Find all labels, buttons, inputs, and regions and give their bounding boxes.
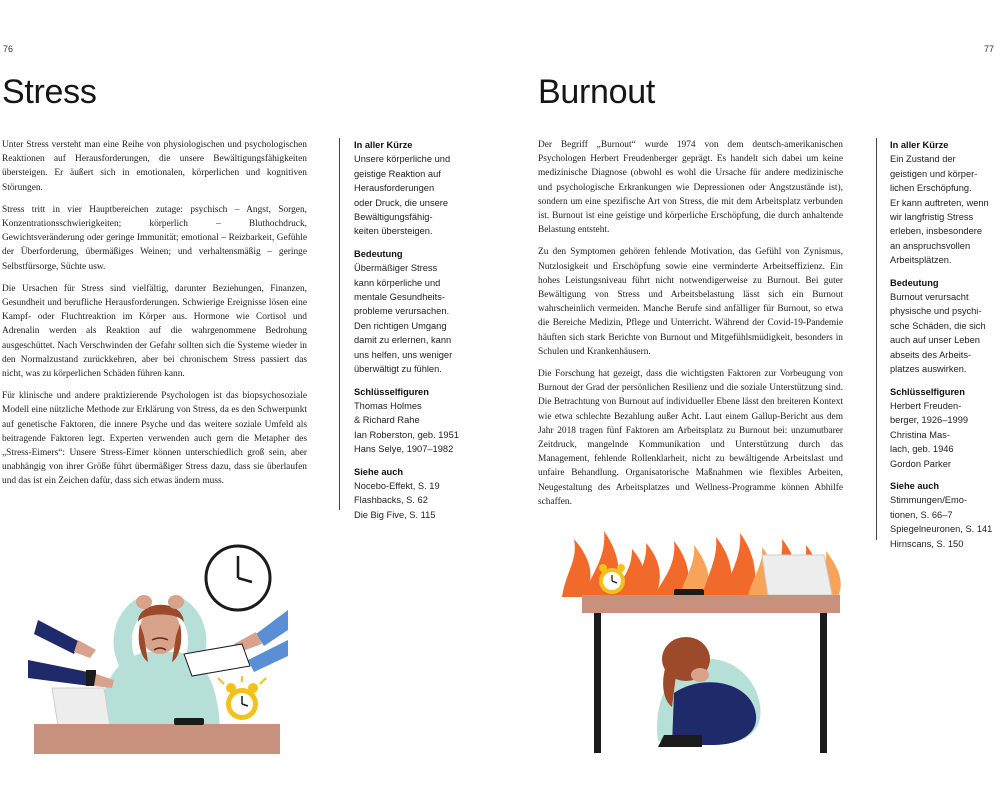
sidebar-line: probleme verursachen. [354,306,450,317]
sidebar-line: kann körperliche und [354,277,441,288]
cross-reference-link[interactable]: Hirnscans, S. 150 [890,538,964,549]
cross-reference-link[interactable]: Stimmungen/Emo- [890,495,967,506]
sidebar-line: Unsere körperliche und [354,154,451,165]
sidebar-line: an anspruchsvollen [890,240,971,251]
sidebar-line: wir langfristig Stress [890,212,974,223]
paragraph: Unter Stress versteht man eine Reihe von physiologischen und psychologischen Reaktionen auf Herausforderungen, die unsere Bewältigungsfähigkeiten übersteigen. Er äußert sich in emotionalen, körperlichen und kognitiven Störungen. [2,140,307,193]
sidebar-block-figuren [354,385,474,457]
sidebar-heading: Bedeutung [354,248,403,259]
burnout-woman-illustration-icon [562,525,852,755]
sidebar-heading: In aller Kürze [890,140,949,150]
sidebar-line: Ian Roberston, geb. 1951 [354,429,459,440]
sidebar-block-siehe [354,465,474,523]
sidebar-burnout [890,138,1000,559]
sidebar-heading: Siehe auch [354,466,404,477]
paragraph: Stress tritt in vier Hauptbereichen zutage: psychisch – Angst, Sorgen, Konzentrationsschwierigkeiten; körperlich – Bluthochdruck, Gewichtsveränderung oder geringe Immunität; emotional – Reizbarkeit, Gefühle der Überforderung, übermäßiges Weinen; und verhaltensmäßig – geringe Selbstfürsorge, Süchte usw. [2,204,307,272]
sidebar-line: Thomas Holmes [354,400,422,411]
sidebar-line: Bewältigungsfähig- [354,212,433,223]
sidebar-heading: Bedeutung [890,277,939,288]
sidebar-divider [339,138,340,510]
sidebar-line: Den richtigen Umgang [354,320,447,331]
cross-reference-link[interactable]: Nocebo-Effekt, S. 19 [354,480,440,491]
sidebar-line: Übermäßiger Stress [354,263,438,274]
paragraph: Die Forschung hat gezeigt, dass die wichtigsten Faktoren zur Vorbeugung von Burnout der Grad der persönlichen Resilienz und die soziale Unterstützung sind. Die Betrachtung von Burnout auf individueller Ebene lässt den breiteren Kontext wie etwa schlechte Bezahlung außer Acht. Laut einem Gallup-Bericht aus dem Jahr 2018 tragen fünf Faktoren am Arbeitsplatz zu Burnout bei: unzumutbarer Zeitdruck, mangelnde Kommunikation und Unterstützung durch das Management, fehlende Rollenklarheit, nicht zu bewältigende Arbeitslast und unfaire Behandlung. Organisatorische Maßnahmen wie flexibles Arbeiten, Neugestaltung des Arbeitsplatzes und Wellness-Programme können Abhilfe schaffen. [538,369,843,507]
sidebar-line: sche Schäden, die sich [890,320,986,331]
sidebar-heading: Siehe auch [890,480,940,491]
sidebar-stress [354,138,474,530]
right-page [500,0,1000,800]
sidebar-line: Christina Mas- [890,429,950,440]
sidebar-line: platzes auswirken. [890,364,967,375]
sidebar-block-kurz [354,138,474,239]
sidebar-line: auch auf unser Leben [890,335,980,346]
sidebar-line: Gordon Parker [890,458,951,469]
sidebar-line: & Richard Rahe [354,415,420,426]
sidebar-line: berger, 1926–1999 [890,415,969,426]
sidebar-block-siehe [890,479,1000,551]
sidebar-block-bedeutung [354,247,474,377]
sidebar-line: Hans Selye, 1907–1982 [354,444,454,455]
sidebar-line: uns helfen, uns weniger [354,349,453,360]
sidebar-block-bedeutung [890,276,1000,377]
cross-reference-link[interactable]: Spiegelneuronen, S. 141 [890,524,993,535]
cross-reference-link[interactable]: Die Big Five, S. 115 [354,509,436,520]
sidebar-heading: Schlüsselfiguren [354,386,429,397]
sidebar-line: abseits des Arbeits- [890,349,972,360]
paragraph: Der Begriff „Burnout“ wurde 1974 von dem deutsch-amerikanischen Psychologen Herbert Freudenberger geprägt. Es handelt sich dabei um keine medizinische Diagnose (obwohl es wohl die Ursache für andere medizinische und psychologische Erkrankungen wie Depressionen oder Angstzustände ist), sondern um eine spezifische Art von Stress, die mit dem Arbeitsplatz verbunden ist. Burnout ist eine geistige und körperliche Erschöpfung, die durch anhaltende Belastung entsteht. [538,140,843,236]
main-text-burnout [538,138,843,517]
page-number-left: 76 [3,44,14,54]
sidebar-line: Herbert Freuden- [890,400,962,411]
sidebar-line: mentale Gesundheits- [354,292,445,303]
sidebar-line: überwältigt zu fühlen. [354,364,442,375]
page-title-burnout: Burnout [538,73,655,111]
alarm-clock-icon [218,676,266,720]
alarm-clock-icon [599,564,625,594]
sidebar-line: geistigen und körper- [890,168,978,179]
sidebar-line: oder Druck, die unsere [354,197,449,208]
sidebar-line: Burnout verursacht [890,292,969,303]
wall-clock-icon [206,546,270,610]
sidebar-line: lach, geb. 1946 [890,444,954,455]
paragraph: Die Ursachen für Stress sind vielfältig, darunter Beziehungen, Finanzen, Gesundheit und berufliche Herausforderungen. Schwierige Ereignisse lösen eine Kampf- oder Fluchtreaktion im Körper aus. Hormone wie Cortisol und Adrenalin werden als Reaktion auf die wahrgenommene Bedrohung ausgeschüttet. Nach Verschwinden der Gefahr sollten sich die Systeme wieder in den Normalzustand zurückkehren, aber bei chronischem Stress passiert das nicht, was zu körperlichen Schäden führen kann. [2,283,307,380]
sidebar-heading: Schlüsselfiguren [890,386,965,397]
stressed-woman-illustration-icon [28,540,288,755]
paragraph: Für klinische und andere praktizierende Psychologen ist das biopsychosoziale Modell eine nützliche Methode zur Erklärung von Stress, da es den Schwerpunkt auf genetische Faktoren, die innere Psyche und das weitere soziale Umfeld als beitragende Faktoren legt. Experten verwenden auch gern die Metapher des „Stress-Eimers“: Unsere Stress-Eimer können unterschiedlich groß sein, aber unabhängig von ihrer Größe führt übermäßiger Stress dazu, dass sie überlaufen und das ist ein Zeichen dafür, dass sich etwas ändern muss. [2,391,307,487]
cross-reference-link[interactable]: tionen, S. 66–7 [890,509,953,520]
sidebar-divider [876,138,877,540]
sidebar-line: Arbeitsplätzen. [890,255,952,266]
sidebar-line: keiten übersteigen. [354,226,433,237]
cross-reference-link[interactable]: Flashbacks, S. 62 [354,495,428,506]
sidebar-line: Ein Zustand der [890,154,956,165]
sidebar-line: Er kann auftreten, wenn [890,197,989,208]
sidebar-line: lichen Erschöpfung. [890,183,972,194]
paragraph: Zu den Symptomen gehören fehlende Motivation, das Gefühl von Zynismus, Nutzlosigkeit und Erschöpfung sowie eine verminderte Arbeitseffizienz. Ein hohes Leistungsniveau führt nicht notwendigerweise zu Burnout. Bei guter Bewältigung von Stress und Arbeitsbelastung lässt sich ein Burnout wahrscheinlich vermeiden. Manche Berufe sind anfälliger für Burnout, so etwa die Bereiche Medizin, Pflege und Unterricht. Während der Covid-19-Pandemie häuften sich stark Berichte von Burnout und Mitgefühlsmüdigkeit, besonders in Schulen und Krankenhäusern. [538,247,843,357]
sidebar-block-kurz [890,138,1000,268]
sidebar-block-figuren [890,385,1000,471]
sidebar-line: geistige Reaktion auf [354,168,441,179]
sidebar-line: physische und psychi- [890,306,982,317]
sidebar-line: damit zu erlernen, kann [354,335,452,346]
sidebar-line: erleben, insbesondere [890,226,983,237]
page-title-stress: Stress [2,73,97,111]
sidebar-line: Herausforderungen [354,183,435,194]
page-number-right: 77 [983,44,994,54]
main-text-stress [2,138,307,497]
sidebar-heading: In aller Kürze [354,140,413,150]
